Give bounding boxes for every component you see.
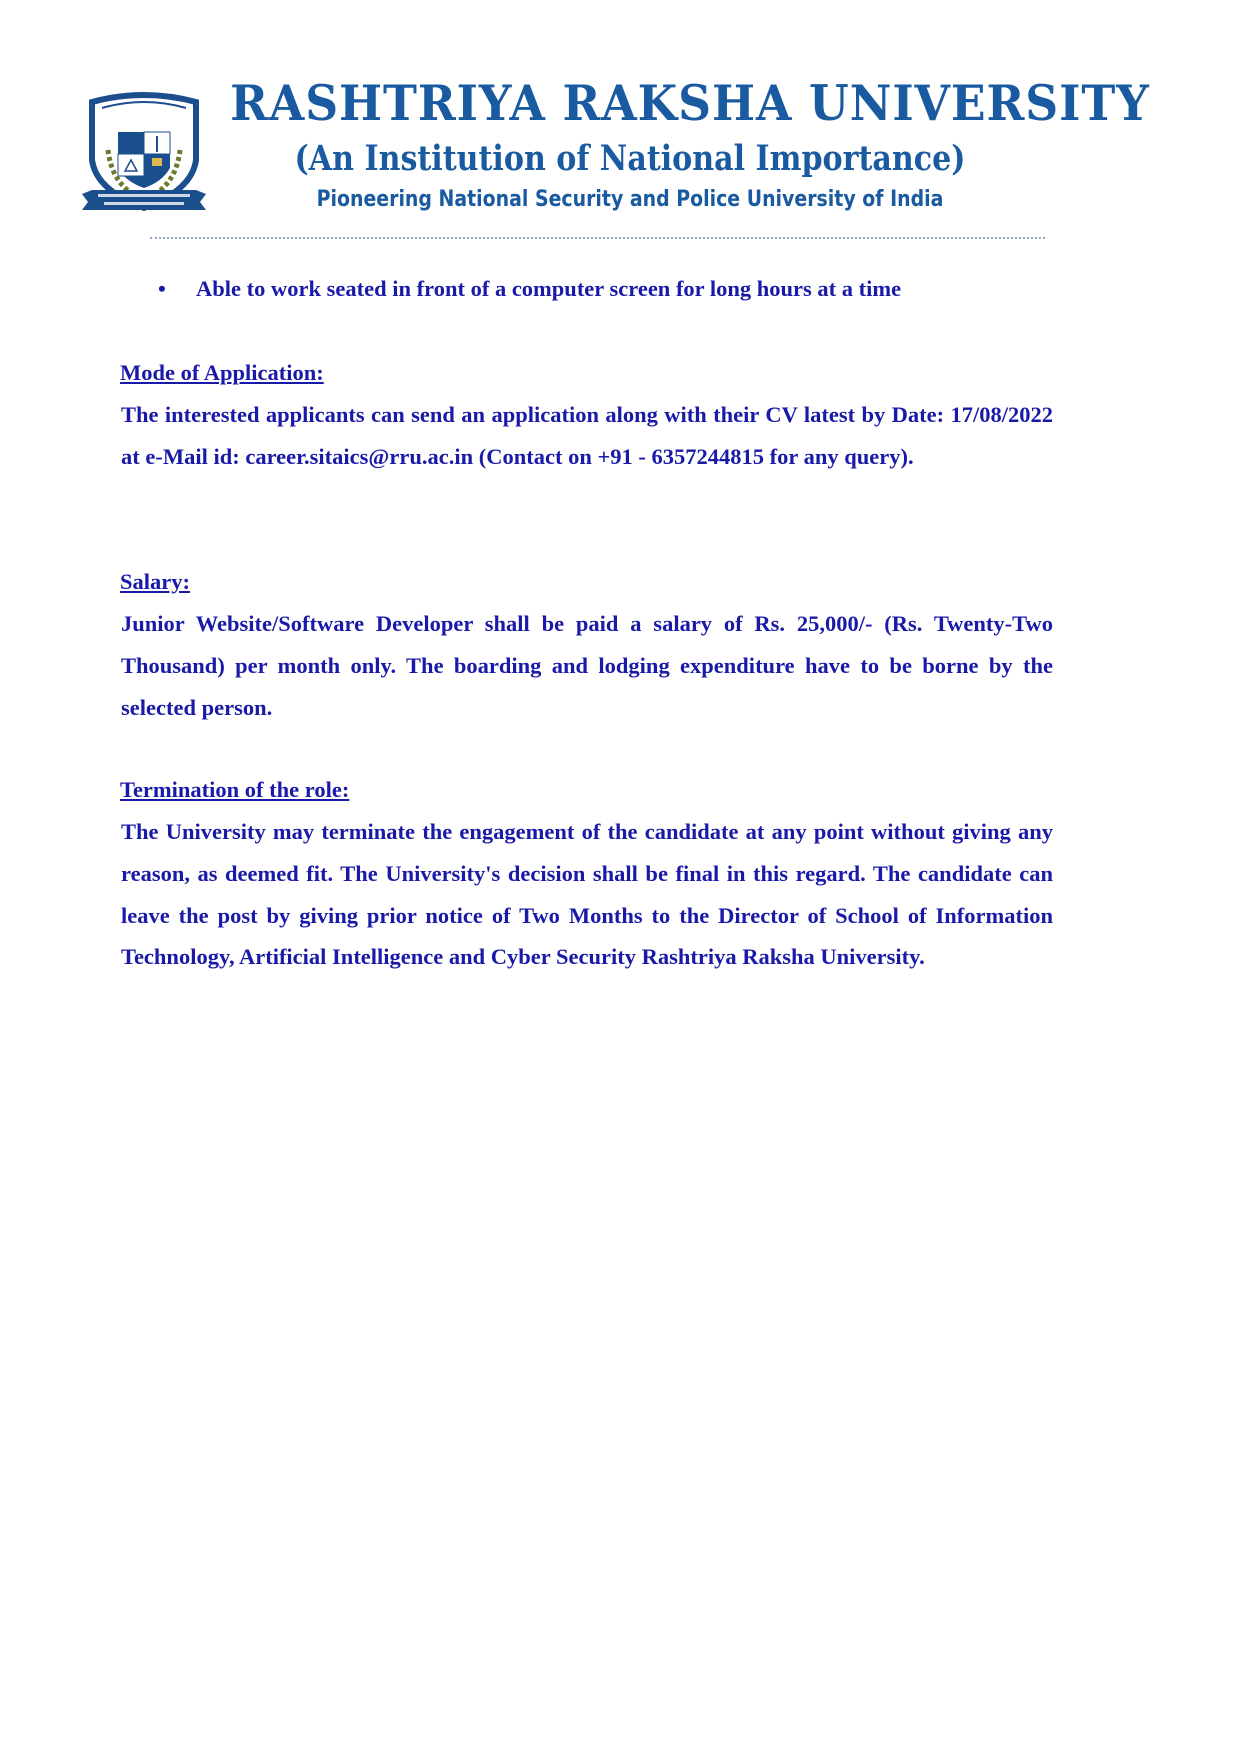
tagline: Pioneering National Security and Police University of India: [316, 187, 944, 212]
section-text-mode-of-application: The interested applicants can send an application along with their CV latest by Date: 17/08/2022 at e-Mail id: career.sitaics@rru.ac.in (Contact on +91 - 6357244815 for any query).: [121, 402, 1053, 469]
header-divider: [150, 237, 1045, 239]
section-text-termination: The University may terminate the engagement of the candidate at any point without giving any reason, as deemed fit. The University's decision shall be final in this regard. The candidate can leave the post by giving prior notice of Two Months to the Director of School of Information Technology, Artificial Intelligence and Cyber Security Rashtriya Raksha University.: [121, 819, 1053, 970]
bullet-text: Able to work seated in front of a computer screen for long hours at a time: [196, 276, 902, 301]
crest-icon: [82, 90, 206, 220]
institution-subtitle: (An Institution of National Importance): [294, 138, 966, 179]
bullet-icon: •: [158, 276, 166, 301]
section-heading-salary: Salary:: [120, 569, 190, 594]
university-name: RASHTRIYA RAKSHA UNIVERSITY: [230, 74, 1150, 132]
list-item: [158, 272, 1058, 306]
section-heading-termination: Termination of the role:: [120, 777, 350, 802]
section-text-salary: Junior Website/Software Developer shall be paid a salary of Rs. 25,000/- (Rs. Twenty-Two Thousand) per month only. The boarding and lodging expenditure have to be borne by the selected person.: [121, 611, 1053, 720]
section-heading-mode-of-application: Mode of Application:: [120, 360, 324, 385]
university-crest-logo: [82, 90, 206, 220]
